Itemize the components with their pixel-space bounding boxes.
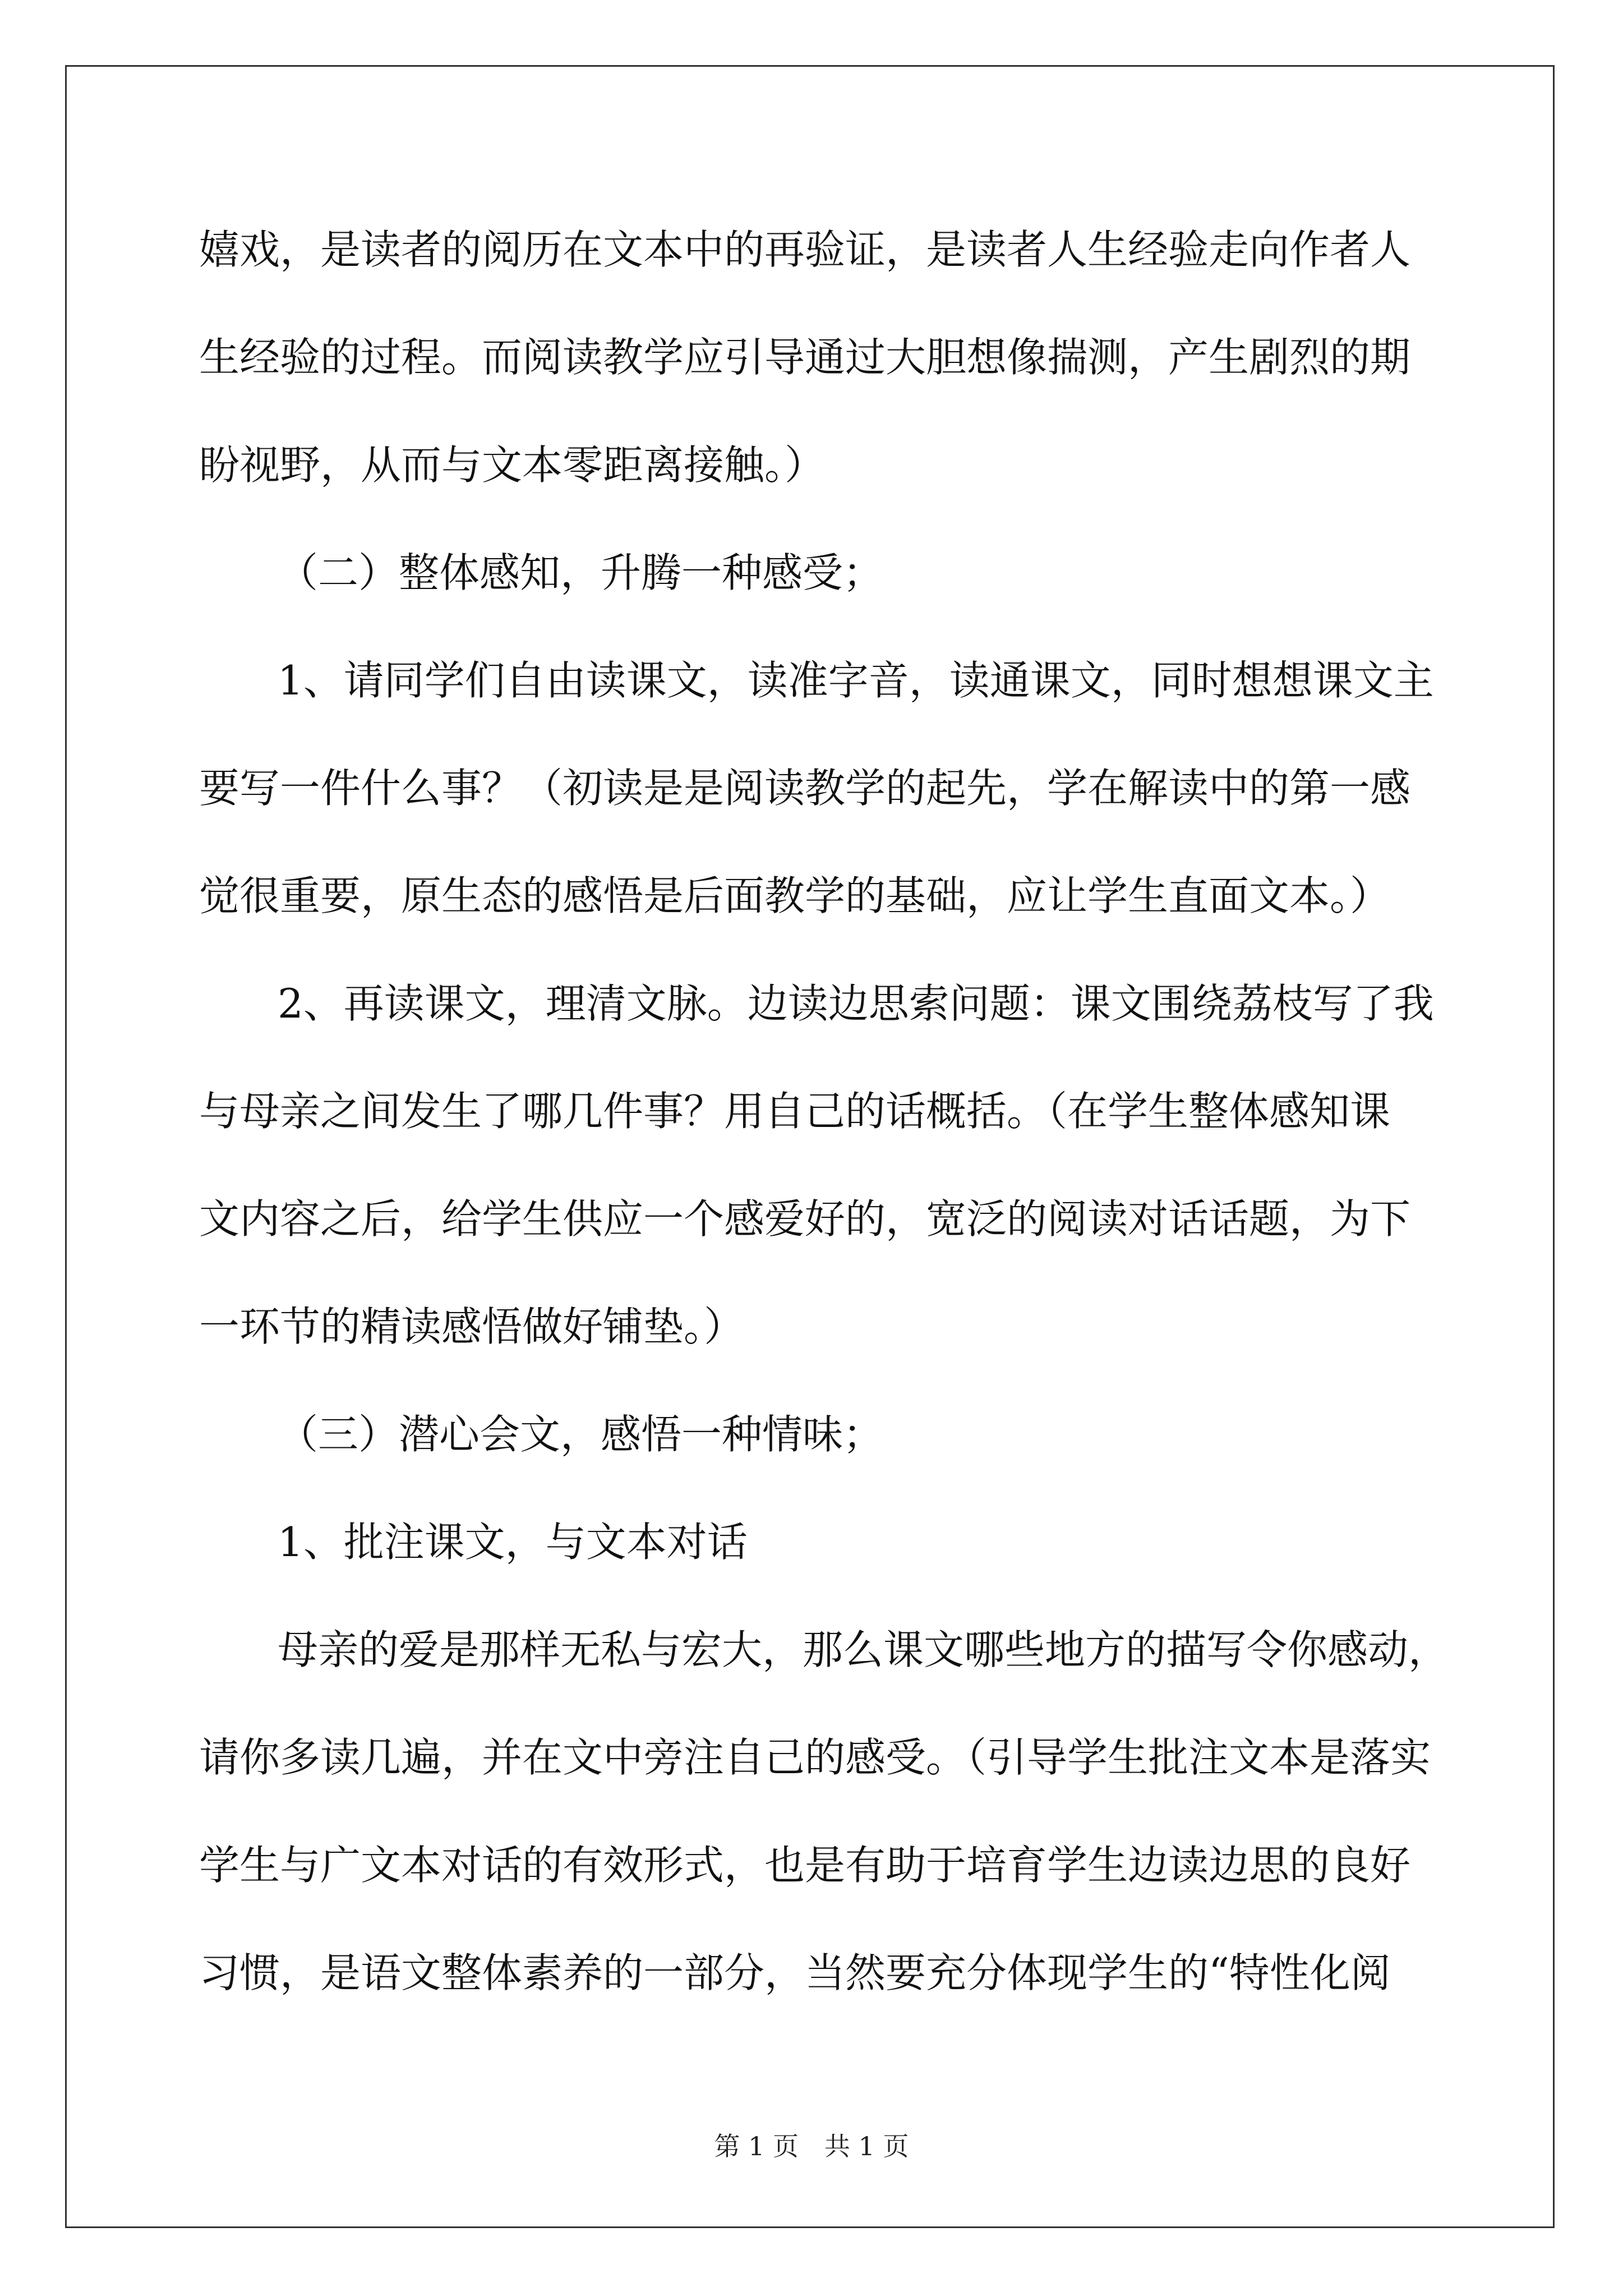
text-line-13: 1、批注课文，与文本对话 xyxy=(278,1519,748,1566)
text-line-10: 文内容之后，给学生供应一个感爱好的，宽泛的阅读对话话题，为下 xyxy=(199,1195,1411,1243)
text-line-2: 生经验的过程。而阅读教学应引导通过大胆想像揣测，产生剧烈的期 xyxy=(199,334,1411,381)
text-line-11: 一环节的精读感悟做好铺垫。） xyxy=(199,1303,745,1350)
text-line-1: 嬉戏，是读者的阅历在文本中的再验证，是读者人生经验走向作者人 xyxy=(199,226,1411,273)
text-line-3: 盼视野，从而与文本零距离接触。） xyxy=(199,441,826,489)
section-heading-3: （三）潜心会文，感悟一种情味； xyxy=(278,1411,884,1458)
section-heading-2: （二）整体感知，升腾一种感受； xyxy=(278,549,884,596)
text-line-7: 觉很重要，原生态的感悟是后面教学的基础，应让学生直面文本。） xyxy=(199,872,1391,919)
text-line-6: 要写一件什么事？（初读是是阅读教学的起先，学在解读中的第一感 xyxy=(199,765,1411,812)
text-line-15: 请你多读几遍，并在文中旁注自己的感受。（引导学生批注文本是落实 xyxy=(199,1734,1431,1781)
text-line-16: 学生与广文本对话的有效形式，也是有助于培育学生边读边思的良好 xyxy=(199,1842,1411,1889)
page-number-footer: 第 1 页 共 1 页 xyxy=(714,2131,909,2161)
text-line-9: 与母亲之间发生了哪几件事？用自己的话概括。（在学生整体感知课 xyxy=(199,1088,1391,1135)
text-line-5: 1、请同学们自由读课文，读准字音，读通课文，同时想想课文主 xyxy=(278,657,1434,704)
text-line-17: 习惯，是语文整体素养的一部分，当然要充分体现学生的“特性化阅 xyxy=(199,1949,1391,1996)
text-line-14: 母亲的爱是那样无私与宏大，那么课文哪些地方的描写令你感动， xyxy=(278,1626,1449,1673)
text-line-8: 2、再读课文，理清文脉。边读边思索问题：课文围绕荔枝写了我 xyxy=(278,980,1434,1027)
